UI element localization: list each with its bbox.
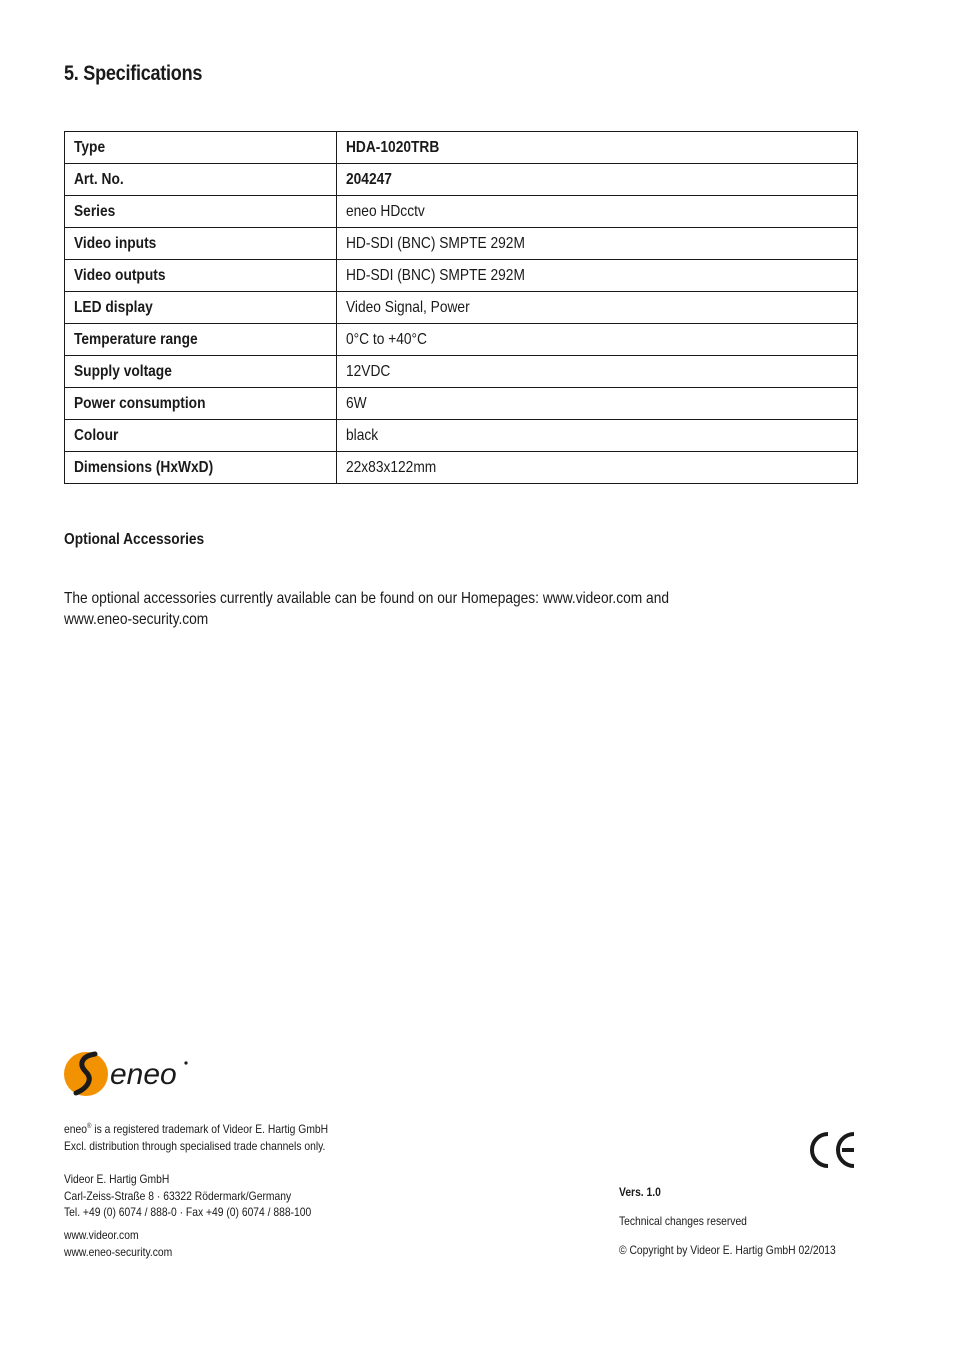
table-row [65, 164, 858, 196]
footer-link-videor[interactable]: www.videor.com [64, 1228, 139, 1242]
spec-label: LED display [65, 292, 337, 324]
table-row [65, 260, 858, 292]
table-row [65, 420, 858, 452]
specifications-table [64, 131, 858, 484]
spec-value: 204247 [337, 164, 858, 196]
version-label: Vers. 1.0 [619, 1185, 661, 1199]
table-row [65, 292, 858, 324]
spec-label: Power consumption [65, 388, 337, 420]
footer-links [64, 1227, 190, 1260]
table-row [65, 228, 858, 260]
spec-label: Series [65, 196, 337, 228]
spec-value: 0°C to +40°C [337, 324, 858, 356]
ce-mark-icon [806, 1130, 858, 1170]
spec-label: Colour [65, 420, 337, 452]
footer-link-eneo[interactable]: www.eneo-security.com [64, 1244, 173, 1259]
spec-label: Temperature range [65, 324, 337, 356]
copyright-notice: © Copyright by Videor E. Hartig GmbH 02/2013 [619, 1243, 836, 1257]
eneo-logo [62, 1048, 192, 1100]
logo-wordmark: eneo [110, 1058, 177, 1091]
accessories-text-line: The optional accessories currently available can be found on our Homepages: www.videor.com and [64, 590, 670, 607]
section-title: 5. Specifications [64, 62, 203, 85]
table-row [65, 132, 858, 164]
technical-changes-note: Technical changes reserved [619, 1214, 747, 1228]
table-row [65, 356, 858, 388]
spec-label: Video inputs [65, 228, 337, 260]
table-row [65, 324, 858, 356]
table-row [65, 388, 858, 420]
spec-label: Supply voltage [65, 356, 337, 388]
spec-label: Type [65, 132, 337, 164]
accessories-link[interactable]: www.eneo-security.com [64, 611, 209, 628]
spec-value: HDA-1020TRB [337, 132, 858, 164]
accessories-text [64, 588, 824, 630]
spec-label: Video outputs [65, 260, 337, 292]
footer-trademark: eneo® is a registered trademark of Videor E. Hartig GmbH Excl. distribution through specialised trade channels only. [64, 1122, 329, 1153]
spec-value: 22x83x122mm [337, 452, 858, 484]
spec-value: eneo HDcctv [337, 196, 858, 228]
footer-address: Videor E. Hartig GmbH Carl-Zeiss-Straße 8 · 63322 Rödermark/Germany Tel. +49 (0) 6074 / 888-0 · Fax +49 (0) 6074 / 888-100 [64, 1172, 312, 1219]
spec-value: 12VDC [337, 356, 858, 388]
spec-label: Dimensions (HxWxD) [65, 452, 337, 484]
spec-value: black [337, 420, 858, 452]
spec-value: HD-SDI (BNC) SMPTE 292M [337, 260, 858, 292]
table-row [65, 196, 858, 228]
spec-value: 6W [337, 388, 858, 420]
spec-value: HD-SDI (BNC) SMPTE 292M [337, 228, 858, 260]
spec-label: Art. No. [65, 164, 337, 196]
table-row [65, 452, 858, 484]
spec-value: Video Signal, Power [337, 292, 858, 324]
accessories-heading: Optional Accessories [64, 531, 205, 548]
